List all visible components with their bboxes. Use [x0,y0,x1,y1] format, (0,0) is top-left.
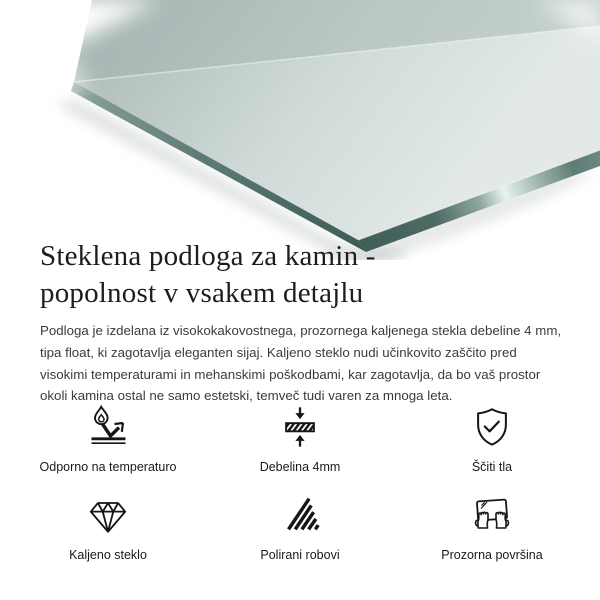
glass-sheet-photo [0,0,600,260]
page-title-line2: popolnost v vsakem detajlu [40,277,364,309]
product-info-section [40,238,564,407]
feature-label: Kaljeno steklo [69,548,147,562]
transparent-surface-icon [464,492,520,538]
feature-polished-edges [204,492,396,562]
thickness-icon [272,404,328,450]
page-title-line1: Steklena podloga za kamin - [40,240,376,272]
feature-label: Polirani robovi [260,548,340,562]
diamond-icon [80,492,136,538]
feature-label: Prozorna površina [441,548,543,562]
feature-temperature-resistant [12,404,204,474]
feature-tempered-glass [12,492,204,562]
feature-protects-floor [396,404,588,474]
feature-thickness-4mm [204,404,396,474]
glass-sheet-illustration [0,0,600,260]
product-description: Podloga je izdelana iz visokokakovostnega, prozornega kaljenega stekla debeline 4 mm, tipa float, ki zagotavlja eleganten sijaj. Kaljeno steklo nudi učinkovito zaščito pred visokimi temperaturami in mehanskimi poškodbami, kar zagotavlja, da bo vaš prostor okoli kamina ostal ne samo estetski, temveč tudi varen za mnoga leta. [40,323,562,404]
feature-label: Odporno na temperaturo [39,460,177,474]
feature-label: Ščiti tla [471,460,513,474]
shield-check-icon [464,404,520,450]
feature-transparent-surface [396,492,588,562]
features-grid [12,404,588,562]
temperature-resistant-icon [80,404,136,450]
page-title [40,238,564,312]
polished-edges-icon [272,492,328,538]
feature-label: Debelina 4mm [259,460,341,474]
